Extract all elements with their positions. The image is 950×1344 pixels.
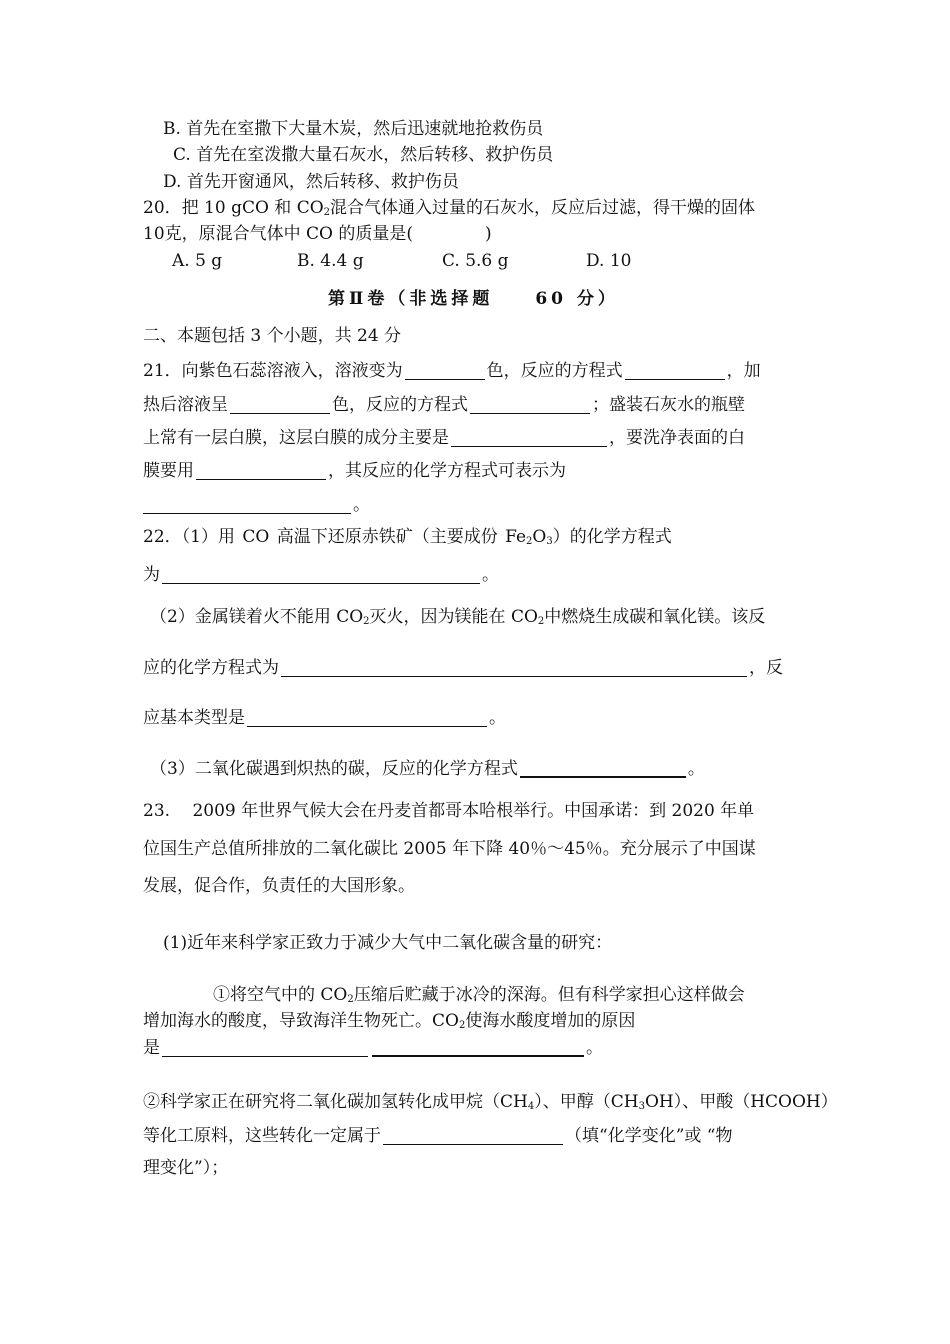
q21-line3 xyxy=(143,429,745,447)
q23-c2-l2a: 等化工原料，这些转化一定属于 xyxy=(143,1126,381,1146)
q21-l2c: ；盛装石灰水的瓶壁 xyxy=(592,395,745,415)
q23-blank-reason-b[interactable] xyxy=(372,1038,584,1057)
q23-c2-sub2: 3 xyxy=(638,1101,645,1112)
q23-c1-l1b: 压缩后贮藏于冰冷的深海。但有科学家担心这样做会 xyxy=(353,985,745,1005)
q20-line1 xyxy=(143,200,755,218)
q23-c1-l3a: 是 xyxy=(143,1038,160,1058)
q22-p2a: （2）金属镁着火不能用 CO xyxy=(150,607,364,627)
q21-blank-color1[interactable] xyxy=(405,362,485,380)
q22-part2-line2 xyxy=(143,659,783,677)
q22-p2l3end: 。 xyxy=(489,708,506,728)
q23-c1-l3end: 。 xyxy=(586,1038,603,1058)
q23-sub1: (1)近年来科学家正致力于减少大气中二氧化碳含量的研究： xyxy=(163,933,613,953)
q19-option-c: C. 首先在室泼撒大量石灰水，然后转移、救护伤员 xyxy=(173,145,554,165)
q22-sub1: 2 xyxy=(526,536,533,547)
q23-blank-reason-a[interactable] xyxy=(162,1039,368,1057)
q20-text-b: 混合气体通入过量的石灰水，反应后过滤，得干燥的固体 xyxy=(330,198,756,218)
q22-p2-sub2: 2 xyxy=(537,616,545,627)
q23-c1-l2b: 使海水酸度增加的原因 xyxy=(465,1011,636,1031)
q23-blank-change[interactable] xyxy=(383,1127,563,1145)
q20-stem: 10克，原混合气体中 CO 的质量是( xyxy=(143,224,414,244)
q20-text-a: 20．把 10 gCO 和 CO xyxy=(143,198,324,218)
q21-l4a: 膜要用 xyxy=(143,461,194,481)
q23-c1-l2a: 增加海水的酸度，导致海洋生物死亡。CO xyxy=(143,1011,459,1031)
part2-header: 二、本题包括 3 个小题，共 24 分 xyxy=(143,326,402,346)
q22-line1 xyxy=(143,529,672,547)
q23-c2-l1c: OH）、甲酸（HCOOH） xyxy=(644,1092,838,1112)
q22-p2b: 灭火，因为镁能在 CO xyxy=(369,607,538,627)
q23-c2-line1 xyxy=(143,1094,838,1112)
q20-line2 xyxy=(143,226,492,243)
q21-l3b: ，要洗净表面的白 xyxy=(609,428,745,448)
q22-blank-eq1[interactable] xyxy=(162,566,480,584)
q20-option-d: D. 10 xyxy=(586,251,632,271)
q23-c1-line1 xyxy=(213,987,745,1005)
q20-sub: 2 xyxy=(323,207,331,218)
q21-line1 xyxy=(143,362,761,380)
q22-p3a: （3）二氧化碳遇到炽热的碳，反应的化学方程式 xyxy=(150,759,518,779)
q21-l3a: 上常有一层白膜，这层白膜的成分主要是 xyxy=(143,428,449,448)
q19-option-b: B. 首先在室撒下大量木炭，然后迅速就地抢救伤员 xyxy=(163,119,544,139)
q22-l1b: ）的化学方程式 xyxy=(552,527,672,547)
q22-p3end: 。 xyxy=(687,759,705,779)
q22-p2-sub1: 2 xyxy=(363,616,370,627)
q21-l4b: ，其反应的化学方程式可表示为 xyxy=(328,461,566,481)
q21-l1a: 21．向紫色石蕊溶液入，溶液变为 xyxy=(143,361,403,381)
q21-blank-eq1[interactable] xyxy=(625,362,725,380)
section-title: 第Ⅱ卷（非选择题 60 分） xyxy=(328,289,619,309)
q23-c1-l1a: ①将空气中的 CO xyxy=(213,985,348,1005)
q23-c1-line2 xyxy=(143,1013,635,1031)
q21-blank-color2[interactable] xyxy=(230,396,330,414)
q22-sub2: 3 xyxy=(546,536,553,547)
q23-c2-line3: 理变化”）； xyxy=(143,1158,229,1178)
q21-blank-eq2[interactable] xyxy=(470,396,590,414)
q20-paren: ) xyxy=(485,224,492,244)
q22-line2 xyxy=(143,566,499,584)
q23-c2-line2 xyxy=(143,1127,732,1145)
q21-l1c: ，加 xyxy=(726,361,761,381)
q22-part2-line1 xyxy=(150,609,765,627)
q19-option-d: D. 首先开窗通风，然后转移、救护伤员 xyxy=(163,172,459,192)
q23-c2-l1b: ）、甲醇（CH xyxy=(534,1092,639,1112)
q21-blank-reagent[interactable] xyxy=(196,462,326,480)
q20-option-a: A. 5 g xyxy=(172,251,223,271)
q20-option-b: B. 4.4 g xyxy=(297,251,364,271)
q23-line3: 发展，促合作，负责任的大国形象。 xyxy=(143,876,415,896)
q22-l1a: 22．（1）用 CO 高温下还原赤铁矿（主要成份 Fe xyxy=(143,527,527,547)
q21-blank-eq3[interactable] xyxy=(143,496,351,514)
q20-option-c: C. 5.6 g xyxy=(442,251,509,271)
q22-o: O xyxy=(532,527,547,547)
q21-line4 xyxy=(143,462,566,480)
q22-blank-eq3[interactable] xyxy=(520,759,686,778)
q21-l2a: 热后溶液呈 xyxy=(143,395,228,415)
q21-l2b: 色，反应的方程式 xyxy=(332,395,468,415)
q22-part2-line3 xyxy=(143,709,506,727)
q23-c1-sub2: 2 xyxy=(458,1020,466,1031)
q21-l1b: 色，反应的方程式 xyxy=(486,361,623,381)
q22-p2l2a: 应的化学方程式为 xyxy=(143,658,279,678)
q22-p2c: 中燃烧生成碳和氧化镁。该反 xyxy=(544,607,766,627)
q23-c2-l2b: （填“化学变化”或 “物 xyxy=(565,1126,733,1146)
q22-l2end: 。 xyxy=(482,565,499,585)
q21-line2 xyxy=(143,396,745,414)
q21-line5 xyxy=(143,496,370,514)
q22-blank-eq2[interactable] xyxy=(281,659,747,677)
q21-blank-film[interactable] xyxy=(451,429,607,447)
q23-c2-l1a: ②科学家正在研究将二氧化碳加氢转化成甲烷（CH xyxy=(143,1092,528,1112)
q23-line1: 23. 2009 年世界气候大会在丹麦首都哥本哈根举行。中国承诺：到 2020 年单 xyxy=(143,801,755,821)
q23-c1-sub: 2 xyxy=(347,994,354,1005)
q22-blank-type[interactable] xyxy=(247,709,487,727)
q23-line2: 位国生产总值所排放的二氧化碳比 2005 年下降 40％～45％。充分展示了中国谋 xyxy=(143,839,756,859)
q22-l2a: 为 xyxy=(143,565,160,585)
q23-c1-line3 xyxy=(143,1038,603,1057)
q22-part3 xyxy=(150,759,705,778)
q21-l5end: 。 xyxy=(353,495,370,515)
q23-c2-sub1: 4 xyxy=(527,1101,535,1112)
q22-p2l3a: 应基本类型是 xyxy=(143,708,245,728)
q22-p2l2end: ，反 xyxy=(749,658,783,678)
